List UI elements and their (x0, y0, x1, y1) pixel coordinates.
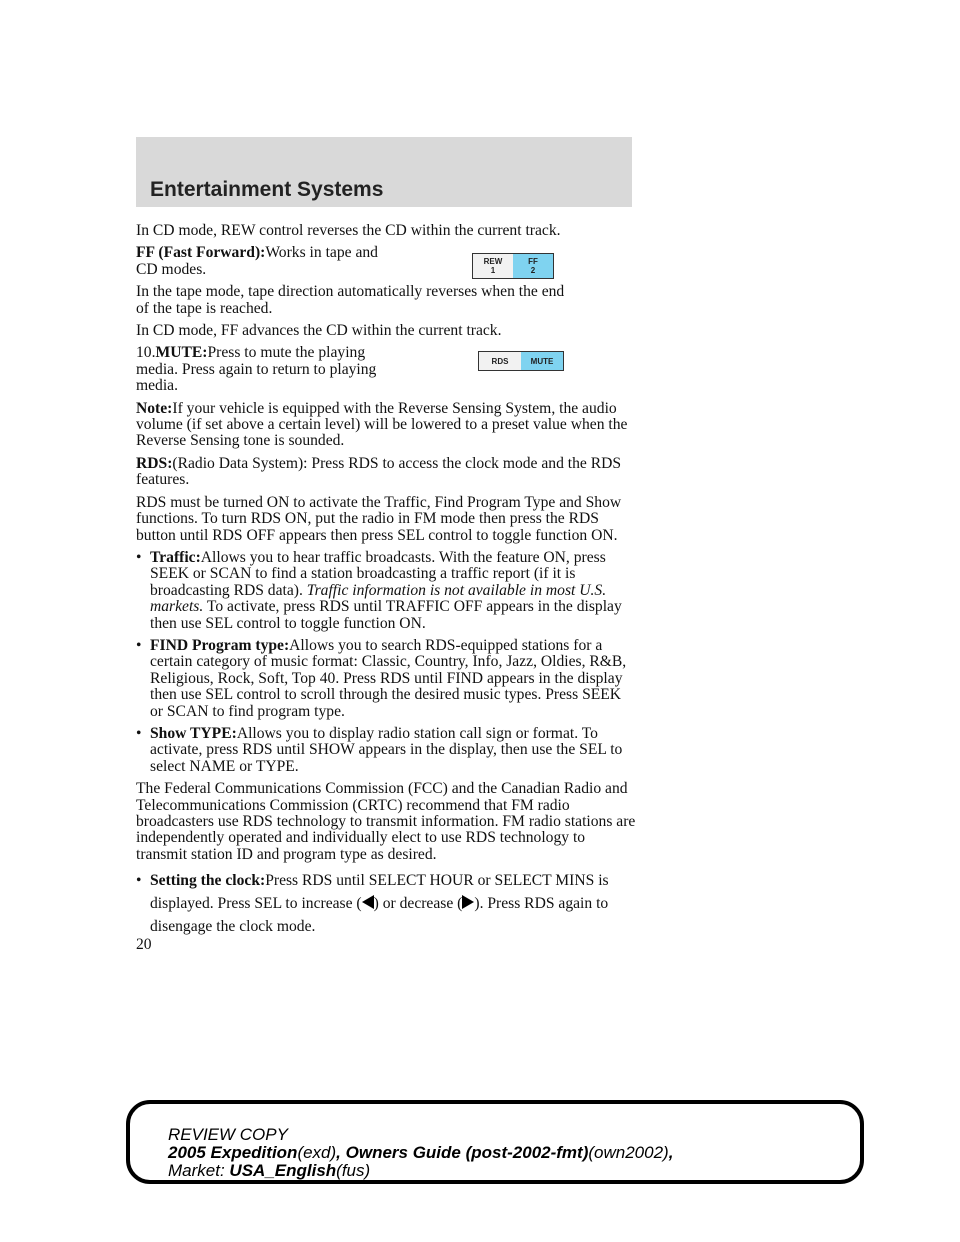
ff-text: Works in tape and CD modes. (136, 244, 378, 278)
traffic-label: Traffic: (150, 548, 201, 566)
show-text: Allows you to display radio station call sign or format. To activate, press RDS until SHOW appears in the display, then use the SEL to select NAME or TYPE. (150, 724, 623, 775)
note-label: Note: (136, 399, 173, 417)
model-line: 2005 Expedition(exd), Owners Guide (post-2002-fmt)(own2002), (168, 1143, 674, 1162)
rew-number: 1 (490, 266, 496, 275)
show-label: Show TYPE: (150, 724, 237, 742)
review-copy-line: REVIEW COPY (168, 1125, 288, 1144)
rew-label: REW (483, 257, 503, 266)
mute-number: 10. (136, 344, 156, 362)
traffic-bullet (136, 550, 636, 632)
bullet-dot: • (136, 872, 142, 890)
bullet-dot: • (136, 724, 142, 742)
page-number: 20 (136, 936, 152, 953)
find-bullet (136, 638, 636, 720)
rds-label: RDS: (136, 454, 173, 472)
section-header (136, 137, 632, 207)
traffic-text: Allows you to hear traffic broadcasts. With the feature ON, press SEEK or SCAN to find a station broadcasting a traffic report (if it is broadcasting RDS data). (150, 548, 606, 599)
fcc-paragraph: The Federal Communications Commission (FCC) and the Canadian Radio and Telecommunications Commission (CRTC) recommend that FM radio broadcasters use RDS technology to transmit information. FM radio stations are independently operated and individually elect to use RDS technology to transmit station ID and program type as desired. (136, 780, 636, 863)
ff-number: 2 (530, 266, 536, 275)
bullet-dot: • (136, 636, 142, 654)
find-text: Allows you to search RDS-equipped stations for a certain category of music format: Classic, Country, Info, Jazz, Oldies, R&B, Religious, Rock, Soft, Top 40. Press RDS until FIND appears in the display then use SEL control to scroll through the desired music types. Press SEEK or SCAN to find program type. (150, 636, 627, 720)
clock-text-1: Press RDS until SELECT HOUR or SELECT MINS is displayed. Press SEL to increase ( (150, 872, 609, 913)
note-paragraph (136, 401, 636, 450)
traffic-text-2: To activate, press RDS until TRAFFIC OFF appears in the display then use SEL control to toggle function ON. (150, 598, 622, 632)
seek-right-icon (462, 895, 474, 909)
find-label: FIND Program type: (150, 636, 290, 654)
rds-text: (Radio Data System): Press RDS to access the clock mode and the RDS features. (136, 454, 622, 489)
clock-bullet (136, 869, 636, 938)
tape-paragraph: In the tape mode, tape direction automatically reverses when the end of the tape is reached. (136, 283, 565, 317)
clock-label: Setting the clock: (150, 872, 266, 890)
market-line: Market: USA_English(fus) (168, 1161, 371, 1180)
rds-paragraph (136, 456, 636, 489)
mute-text: Press to mute the playing media. Press again to return to playing media. (136, 344, 377, 395)
rds-on-paragraph: RDS must be turned ON to activate the Traffic, Find Program Type and Show functions. To turn RDS ON, put the radio in FM mode then press the RDS button until RDS OFF appears then press SEL control to toggle function ON. (136, 493, 622, 544)
ff-label: FF (528, 257, 538, 266)
rew-cd-paragraph: In CD mode, REW control reverses the CD within the current track. (136, 222, 561, 239)
section-title: Entertainment Systems (150, 178, 384, 201)
show-bullet (136, 726, 636, 775)
mute-paragraph (136, 345, 386, 394)
clock-text-2: ) or decrease ( (373, 895, 463, 913)
rds-button-label: RDS (491, 356, 509, 366)
ff-label-text: FF (Fast Forward): (136, 244, 266, 262)
ff-paragraph (136, 245, 386, 278)
seek-left-icon (362, 895, 374, 909)
mute-label-text: MUTE: (155, 344, 208, 362)
ff-cd-paragraph: In CD mode, FF advances the CD within the current track. (136, 322, 502, 340)
mute-button-label: MUTE (530, 356, 554, 366)
note-text: If your vehicle is equipped with the Reverse Sensing System, the audio volume (if set above a certain level) will be lowered to a preset value when the Reverse Sensing tone is sounded. (136, 399, 628, 450)
review-copy-footer (126, 1100, 864, 1184)
clock-text-3: ). Press RDS again to disengage the clock mode. (150, 895, 609, 936)
page-body (136, 223, 636, 944)
traffic-italic-note: Traffic information is not available in most U.S. markets. (150, 581, 607, 616)
review-copy-text (168, 1126, 673, 1180)
bullet-dot: • (136, 548, 142, 566)
